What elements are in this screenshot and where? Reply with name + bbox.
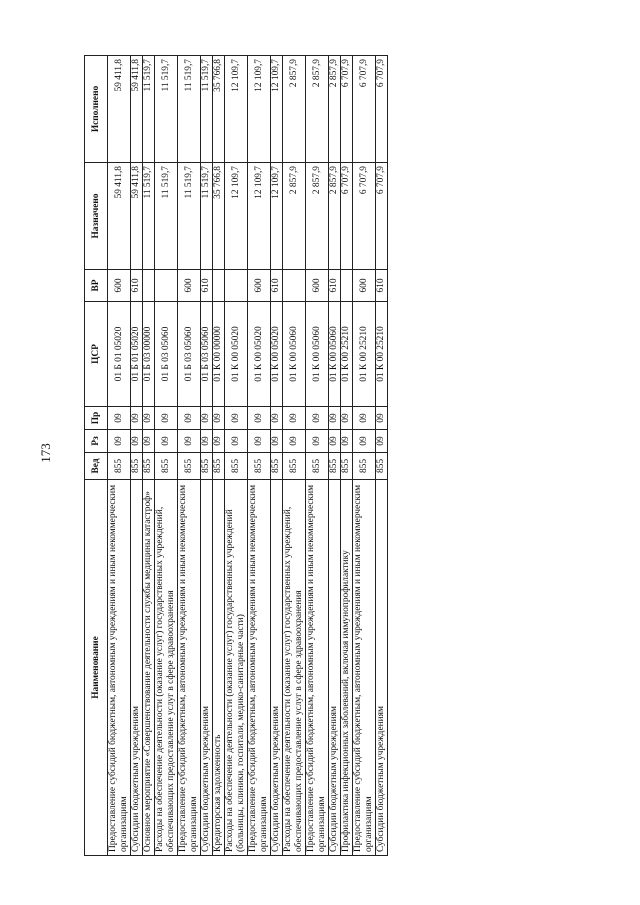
cell-rz: 09 <box>225 430 248 453</box>
cell-vr: 610 <box>201 270 213 302</box>
table-row <box>155 56 178 856</box>
cell-assigned: 12 109,7 <box>271 163 283 270</box>
cell-assigned: 6 707,9 <box>341 163 353 270</box>
table-row <box>306 56 329 856</box>
cell-pr: 09 <box>201 407 213 430</box>
cell-executed: 11 519,7 <box>155 56 178 163</box>
cell-ved: 855 <box>271 453 283 480</box>
cell-vr: 610 <box>329 270 341 302</box>
cell-ved: 855 <box>143 453 155 480</box>
cell-vr <box>341 270 353 302</box>
cell-name: Предоставление субсидий бюджетным, автономным учреждениям и иным некоммерческим организациям <box>353 480 376 856</box>
cell-vr: 600 <box>178 270 201 302</box>
cell-rz: 09 <box>155 430 178 453</box>
table-row <box>143 56 155 856</box>
cell-csr: 01 Б 01 05020 <box>108 302 131 407</box>
cell-assigned: 6 707,9 <box>376 163 388 270</box>
cell-rz: 09 <box>376 430 388 453</box>
cell-assigned: 59 411,8 <box>108 163 131 270</box>
cell-csr: 01 К 00 05020 <box>271 302 283 407</box>
cell-vr <box>283 270 306 302</box>
cell-csr: 01 К 00 25210 <box>341 302 353 407</box>
cell-ved: 855 <box>353 453 376 480</box>
cell-pr: 09 <box>178 407 201 430</box>
table-body <box>108 56 388 856</box>
table-row <box>248 56 271 856</box>
cell-csr: 01 К 00 25210 <box>353 302 376 407</box>
cell-csr: 01 К 00 05060 <box>283 302 306 407</box>
cell-executed: 11 519,7 <box>201 56 213 163</box>
cell-executed: 2 857,9 <box>329 56 341 163</box>
cell-vr <box>225 270 248 302</box>
cell-vr: 610 <box>271 270 283 302</box>
table-row <box>341 56 353 856</box>
cell-name: Субсидии бюджетным учреждениям <box>376 480 388 856</box>
header-name: Наименование <box>85 480 108 856</box>
table-row <box>178 56 201 856</box>
cell-vr <box>155 270 178 302</box>
cell-assigned: 2 857,9 <box>329 163 341 270</box>
cell-assigned: 2 857,9 <box>306 163 329 270</box>
header-ved: Вед <box>85 453 108 480</box>
cell-rz: 09 <box>143 430 155 453</box>
table-row <box>213 56 225 856</box>
cell-assigned: 11 519,7 <box>143 163 155 270</box>
cell-assigned: 2 857,9 <box>283 163 306 270</box>
header-assigned: Назначено <box>85 163 108 270</box>
cell-executed: 11 519,7 <box>178 56 201 163</box>
cell-csr: 01 К 00 00000 <box>213 302 225 407</box>
cell-executed: 11 519,7 <box>143 56 155 163</box>
cell-executed: 2 857,9 <box>306 56 329 163</box>
cell-name: Субсидии бюджетным учреждениям <box>131 480 143 856</box>
cell-vr: 610 <box>376 270 388 302</box>
cell-csr: 01 Б 03 05060 <box>201 302 213 407</box>
cell-pr: 09 <box>271 407 283 430</box>
cell-pr: 09 <box>341 407 353 430</box>
table-row <box>329 56 341 856</box>
table-row <box>108 56 131 856</box>
cell-csr: 01 К 00 05060 <box>329 302 341 407</box>
cell-assigned: 12 109,7 <box>248 163 271 270</box>
cell-csr: 01 Б 01 05020 <box>131 302 143 407</box>
cell-assigned: 11 519,7 <box>201 163 213 270</box>
cell-assigned: 59 411,8 <box>131 163 143 270</box>
cell-vr: 600 <box>306 270 329 302</box>
cell-pr: 09 <box>155 407 178 430</box>
cell-name: Профилактика инфекционных заболеваний, включая иммунопрофилактику <box>341 480 353 856</box>
cell-ved: 855 <box>131 453 143 480</box>
cell-ved: 855 <box>306 453 329 480</box>
header-vr: ВР <box>85 270 108 302</box>
cell-name: Кредиторская задолженность <box>213 480 225 856</box>
cell-name: Расходы на обеспечение деятельности (оказание услуг) государственных учреждений, обеспечивающих предоставление услуг в сфере здравоохранения <box>155 480 178 856</box>
cell-assigned: 11 519,7 <box>155 163 178 270</box>
cell-executed: 59 411,8 <box>131 56 143 163</box>
cell-rz: 09 <box>201 430 213 453</box>
cell-ved: 855 <box>201 453 213 480</box>
cell-name: Предоставление субсидий бюджетным, автономным учреждениям и иным некоммерческим организациям <box>306 480 329 856</box>
cell-pr: 09 <box>225 407 248 430</box>
cell-ved: 855 <box>108 453 131 480</box>
cell-rz: 09 <box>178 430 201 453</box>
cell-name: Основное мероприятие «Совершенствование деятельности службы медицины катастроф» <box>143 480 155 856</box>
cell-ved: 855 <box>341 453 353 480</box>
cell-csr: 01 К 00 05020 <box>225 302 248 407</box>
header-rz: Рз <box>85 430 108 453</box>
cell-rz: 09 <box>108 430 131 453</box>
cell-executed: 6 707,9 <box>341 56 353 163</box>
cell-executed: 12 109,7 <box>225 56 248 163</box>
cell-name: Субсидии бюджетным учреждениям <box>201 480 213 856</box>
cell-vr: 600 <box>248 270 271 302</box>
budget-table <box>84 55 388 856</box>
cell-ved: 855 <box>248 453 271 480</box>
cell-assigned: 11 519,7 <box>178 163 201 270</box>
cell-executed: 59 411,8 <box>108 56 131 163</box>
table-row <box>225 56 248 856</box>
cell-csr: 01 Б 03 05060 <box>178 302 201 407</box>
cell-ved: 855 <box>376 453 388 480</box>
cell-pr: 09 <box>213 407 225 430</box>
header-csr: ЦСР <box>85 302 108 407</box>
cell-rz: 09 <box>248 430 271 453</box>
rotated-table-container <box>84 56 530 856</box>
cell-rz: 09 <box>329 430 341 453</box>
cell-vr: 600 <box>353 270 376 302</box>
cell-assigned: 35 766,8 <box>213 163 225 270</box>
cell-ved: 855 <box>283 453 306 480</box>
cell-pr: 09 <box>329 407 341 430</box>
cell-rz: 09 <box>353 430 376 453</box>
cell-pr: 09 <box>306 407 329 430</box>
cell-name: Предоставление субсидий бюджетным, автономным учреждениям и иным некоммерческим организациям <box>248 480 271 856</box>
cell-vr: 600 <box>108 270 131 302</box>
cell-ved: 855 <box>225 453 248 480</box>
cell-vr <box>143 270 155 302</box>
cell-ved: 855 <box>155 453 178 480</box>
cell-assigned: 12 109,7 <box>225 163 248 270</box>
cell-name: Предоставление субсидий бюджетным, автономным учреждениям и иным некоммерческим организациям <box>108 480 131 856</box>
cell-rz: 09 <box>131 430 143 453</box>
cell-executed: 2 857,9 <box>283 56 306 163</box>
cell-csr: 01 К 00 25210 <box>376 302 388 407</box>
cell-csr: 01 Б 03 00000 <box>143 302 155 407</box>
cell-pr: 09 <box>108 407 131 430</box>
cell-name: Предоставление субсидий бюджетным, автономным учреждениям и иным некоммерческим организациям <box>178 480 201 856</box>
cell-ved: 855 <box>213 453 225 480</box>
cell-pr: 09 <box>248 407 271 430</box>
cell-executed: 6 707,9 <box>353 56 376 163</box>
cell-rz: 09 <box>306 430 329 453</box>
table-row <box>283 56 306 856</box>
cell-vr <box>213 270 225 302</box>
cell-executed: 12 109,7 <box>248 56 271 163</box>
cell-assigned: 6 707,9 <box>353 163 376 270</box>
header-executed: Исполнено <box>85 56 108 163</box>
cell-rz: 09 <box>283 430 306 453</box>
cell-name: Субсидии бюджетным учреждениям <box>329 480 341 856</box>
cell-executed: 6 707,9 <box>376 56 388 163</box>
cell-pr: 09 <box>353 407 376 430</box>
cell-csr: 01 Б 03 05060 <box>155 302 178 407</box>
cell-pr: 09 <box>143 407 155 430</box>
cell-name: Субсидии бюджетным учреждениям <box>271 480 283 856</box>
table-row <box>376 56 388 856</box>
cell-csr: 01 К 00 05020 <box>248 302 271 407</box>
cell-vr: 610 <box>131 270 143 302</box>
header-pr: Пр <box>85 407 108 430</box>
cell-rz: 09 <box>341 430 353 453</box>
cell-pr: 09 <box>376 407 388 430</box>
cell-name: Расходы на обеспечение деятельности (оказание услуг) государственных учреждений, обеспечивающих предоставление услуг в сфере здравоохранения <box>283 480 306 856</box>
page-number: 173 <box>38 443 53 463</box>
table-header-row <box>85 56 108 856</box>
cell-executed: 35 766,8 <box>213 56 225 163</box>
cell-executed: 12 109,7 <box>271 56 283 163</box>
cell-pr: 09 <box>283 407 306 430</box>
cell-name: Расходы на обеспечение деятельности (оказание услуг) государственных учреждений (больницы, клиники, госпитали, медико-санитарные части) <box>225 480 248 856</box>
cell-pr: 09 <box>131 407 143 430</box>
cell-ved: 855 <box>329 453 341 480</box>
cell-csr: 01 К 00 05060 <box>306 302 329 407</box>
cell-rz: 09 <box>271 430 283 453</box>
table-row <box>353 56 376 856</box>
table-row <box>201 56 213 856</box>
table-row <box>271 56 283 856</box>
table-row <box>131 56 143 856</box>
cell-rz: 09 <box>213 430 225 453</box>
cell-ved: 855 <box>178 453 201 480</box>
